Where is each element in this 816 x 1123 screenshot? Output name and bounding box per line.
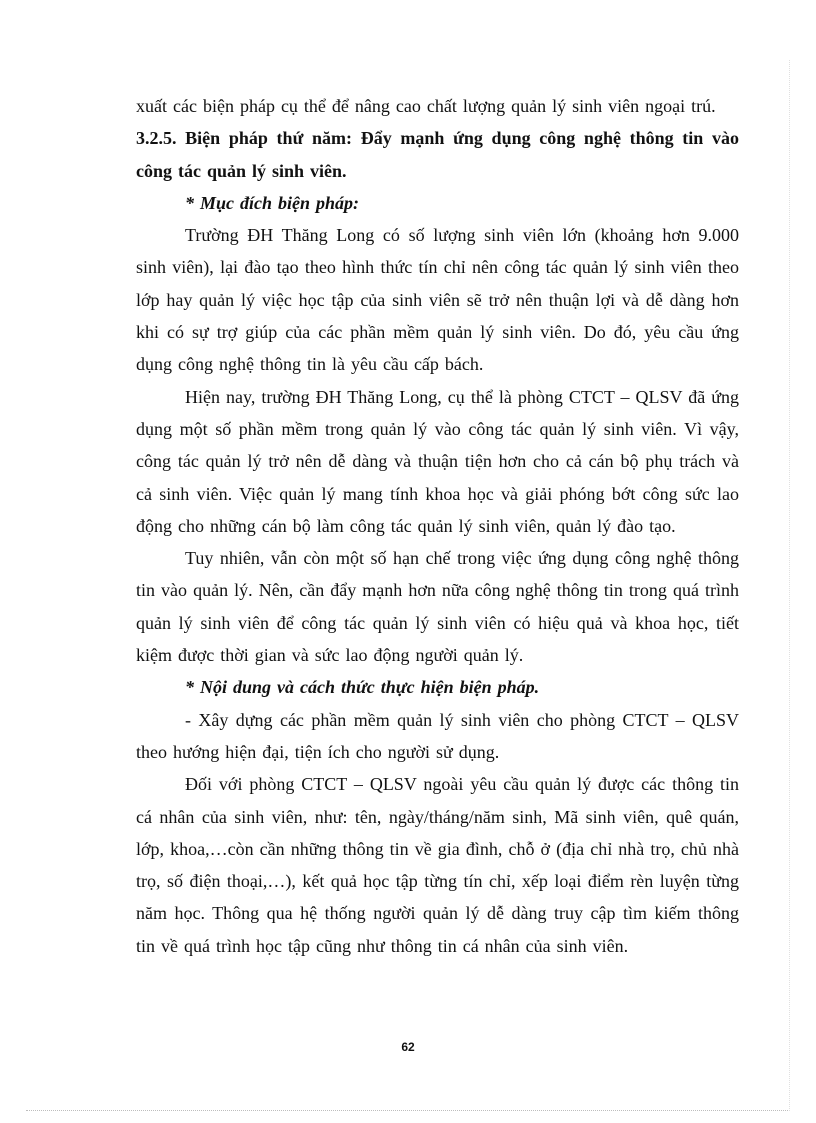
page-border-bottom [26, 1110, 790, 1111]
subheading-purpose: * Mục đích biện pháp: [185, 192, 360, 213]
paragraph-purpose-2: Hiện nay, trường ĐH Thăng Long, cụ thể là phòng CTCT – QLSV đã ứng dụng một số phần mềm trong quản lý vào công tác quản lý sinh viên. Vì vậy, công tác quản lý trở nên dễ dàng và thuận tiện hơn cho cả cán bộ phụ trách và cả sinh viên. Việc quản lý mang tính khoa học và giải phóng bớt công sức lao động cho những cán bộ làm công tác quản lý sinh viên, quản lý đào tạo. [136, 386, 739, 536]
paragraph-intro-continuation: xuất các biện pháp cụ thể để nâng cao chất lượng quản lý sinh viên ngoại trú. [136, 96, 716, 116]
page-number: 62 [401, 1040, 415, 1054]
page-border-right [789, 60, 790, 1111]
paragraph-purpose-1: Trường ĐH Thăng Long có số lượng sinh viên lớn (khoảng hơn 9.000 sinh viên), lại đào tạo theo hình thức tín chỉ nên công tác quản lý sinh viên theo lớp hay quản lý việc học tập của sinh viên sẽ trở nên thuận lợi và dễ dàng hơn khi có sự trợ giúp của các phần mềm quản lý sinh viên. Do đó, yêu cầu ứng dụng công nghệ thông tin là yêu cầu cấp bách. [136, 225, 739, 375]
subheading-content-method: * Nội dung và cách thức thực hiện biện pháp. [185, 677, 540, 698]
section-heading-3-2-5: 3.2.5. Biện pháp thứ năm: Đẩy mạnh ứng dụng công nghệ thông tin vào công tác quản lý sinh viên. [136, 128, 739, 181]
text-column [136, 90, 739, 962]
paragraph-build-software: - Xây dựng các phần mềm quản lý sinh viên cho phòng CTCT – QLSV theo hướng hiện đại, tiện ích cho người sử dụng. [136, 709, 739, 762]
paragraph-ctct-qlsv: Đối với phòng CTCT – QLSV ngoài yêu cầu quản lý được các thông tin cá nhân của sinh viên, như: tên, ngày/tháng/năm sinh, Mã sinh viên, quê quán, lớp, khoa,…còn cần những thông tin về gia đình, chỗ ở (địa chỉ nhà trọ, chủ nhà trọ, số điện thoại,…), kết quả học tập từng tín chỉ, xếp loại điểm rèn luyện từng năm học. Thông qua hệ thống người quản lý dễ dàng truy cập tìm kiếm thông tin về quá trình học tập cũng như thông tin cá nhân của sinh viên. [136, 774, 739, 956]
paragraph-purpose-3: Tuy nhiên, vẫn còn một số hạn chế trong việc ứng dụng công nghệ thông tin vào quản lý. Nên, cần đẩy mạnh hơn nữa công nghệ thông tin trong quá trình quản lý sinh viên để công tác quản lý sinh viên có hiệu quả và khoa học, tiết kiệm được thời gian và sức lao động người quản lý. [136, 548, 739, 666]
